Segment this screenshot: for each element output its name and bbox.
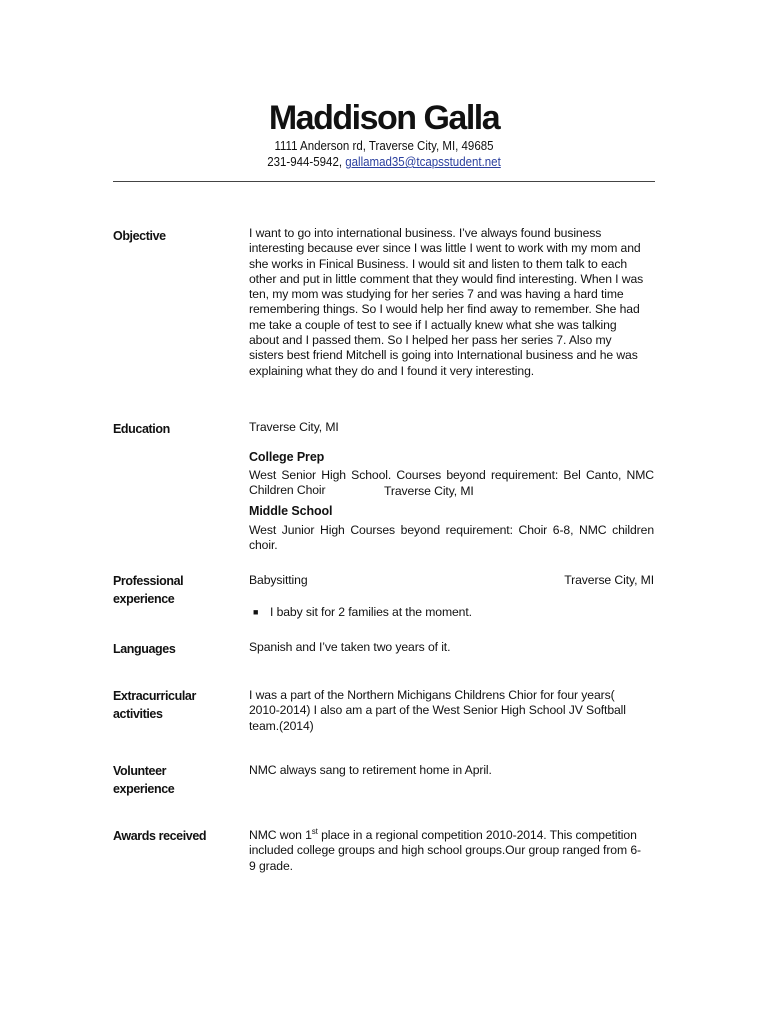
resume-header <box>0 98 768 170</box>
volunteer-label <box>113 762 233 798</box>
education-label: Education <box>113 422 170 436</box>
job-location: Traverse City, MI <box>564 573 654 587</box>
phone-number: 231-944-5942, <box>267 155 343 169</box>
volunteer-label-line2: experience <box>113 782 175 796</box>
languages-text: Spanish and I’ve taken two years of it. <box>249 640 451 654</box>
header-divider <box>113 181 655 182</box>
awards-text-start: NMC won 1 <box>249 828 312 842</box>
volunteer-text: NMC always sang to retirement home in April. <box>249 763 492 777</box>
professional-label <box>113 572 233 608</box>
middle-school-text: West Junior High Courses beyond requirement: Choir 6-8, NMC children choir. <box>249 523 654 553</box>
extracurricular-label-line1: Extracurricular <box>113 689 196 703</box>
college-prep-title: College Prep <box>249 450 325 464</box>
awards-label: Awards received <box>113 829 207 843</box>
college-prep-description: West Senior High School. Courses beyond requirement: Bel Canto, NMC Children Choir <box>249 468 654 498</box>
awards-text <box>249 828 644 874</box>
middle-school-title: Middle School <box>249 504 333 518</box>
job-title: Babysitting <box>249 573 308 587</box>
professional-label-line1: Professional <box>113 574 184 588</box>
awards-text-end: place in a regional competition 2010-2014. This competition included college groups and high school groups.Our group ranged from 6-9 grade. <box>249 828 641 873</box>
applicant-name: Maddison Galla <box>268 99 500 137</box>
objective-label: Objective <box>113 229 166 243</box>
address-line: 1111 Anderson rd, Traverse City, MI, 49685 <box>274 139 494 153</box>
awards-superscript: st <box>311 826 318 836</box>
education-location: Traverse City, MI <box>249 420 339 434</box>
extracurricular-label <box>113 687 233 723</box>
college-prep-location: Traverse City, MI <box>384 484 474 498</box>
extracurricular-label-line2: activities <box>113 707 163 721</box>
volunteer-label-line1: Volunteer <box>113 764 167 778</box>
bullet-text: I baby sit for 2 families at the moment. <box>270 605 472 619</box>
middle-school-block <box>249 504 654 519</box>
professional-job-row <box>249 573 654 589</box>
contact-line <box>31 154 738 170</box>
square-bullet-icon: ■ <box>253 607 259 617</box>
extracurricular-text: I was a part of the Northern Michigans Childrens Chior for four years( 2010-2014) I also am a part of the West Senior High School JV Softball team.(2014) <box>249 688 626 733</box>
languages-label: Languages <box>113 642 176 656</box>
objective-text: I want to go into international business. I’ve always found business interesting because ever since I was little I went to work with my mom and she works in Finical Business. I would sit and listen to them talk to each other and put in little comment that they would find interesting. When I was ten, my mom was studying for her series 7 and was having a hard time remembering things. So I would help her find away to remember. She had me take a couple of test to see if I actually knew what she was talking about and I passed them. So I helped her pass her series 7. Also my sisters best friend Mitchell is going into International business and he was explaining what they do and I found it very interesting. <box>249 226 644 378</box>
college-prep-block <box>249 450 654 465</box>
professional-label-line2: experience <box>113 592 175 606</box>
professional-bullet-item <box>253 605 658 620</box>
email-link[interactable]: gallamad35@tcapsstudent.net <box>345 155 501 169</box>
